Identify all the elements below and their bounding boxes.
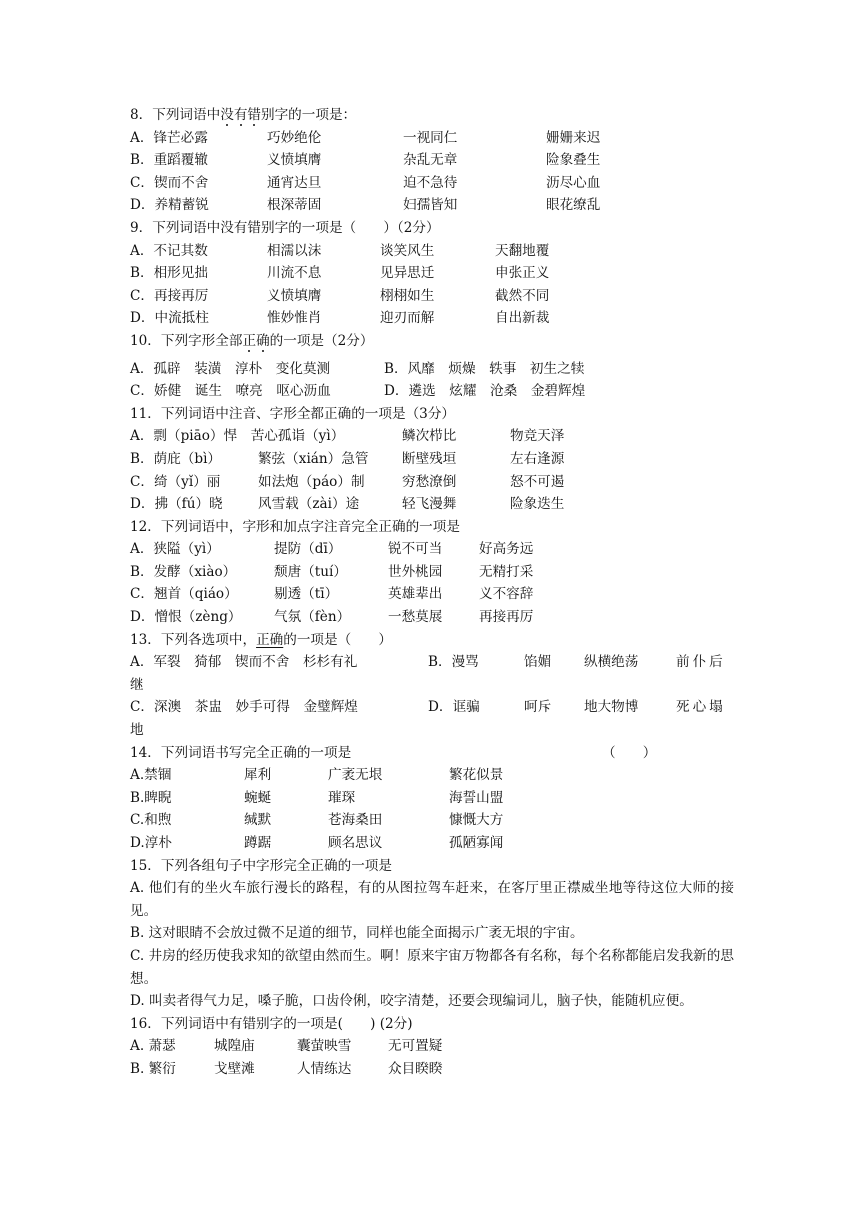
emphasis-dot: 确 bbox=[256, 332, 270, 349]
question-11-option-c: C．绮（yǐ）丽 如法炮（páo）制 穷愁潦倒 怒不可遏 bbox=[130, 473, 565, 490]
question-11-stem: 11．下列词语中注音、字形全都正确的一项是（3分） bbox=[130, 405, 456, 422]
question-14-option-a: A.禁锢 犀利 广袤无垠 繁花似景 bbox=[130, 767, 504, 784]
question-16-option-b: B. 繁衍 戈壁滩 人情练达 众目睽睽 bbox=[130, 1060, 443, 1077]
question-13-stem: 13．下列各选项中，正确的一项是（ ） bbox=[130, 631, 392, 648]
question-9-option-d: D．中流抵柱 惟妙惟肖 迎刃而解 自出新裁 bbox=[130, 310, 550, 327]
question-10-option-ab: A．孤辟 装潢 淳朴 变化莫测 B．风靡 烦燥 轶事 初生之犊 bbox=[130, 360, 585, 377]
question-16-option-a: A. 萧瑟 城隍庙 囊萤映雪 无可置疑 bbox=[130, 1038, 443, 1055]
exam-document bbox=[130, 104, 734, 1081]
question-9-option-a: A．不记其数 相濡以沫 谈笑风生 天翻地覆 bbox=[130, 242, 550, 259]
question-15-option-b: B. 这对眼睛不会放过微不足道的细节，同样也能全面揭示广袤无垠的宇宙。 bbox=[130, 925, 584, 942]
underlined-word: 正确 bbox=[256, 631, 284, 648]
question-14-stem: 14．下列词语书写完全正确的一项是 （ ） bbox=[130, 742, 734, 765]
emphasis-dot: 错 bbox=[247, 107, 261, 123]
question-9-stem: 9．下列词语中没有错别字的一项是（ ）（2分） bbox=[130, 219, 440, 236]
question-13-option-ab: A．军裂 猗郁 锲而不舍 杉杉有礼 B．漫骂 馅媚 纵横绝荡 前仆后 bbox=[130, 654, 726, 671]
question-11-option-a: A．剽（piāo）悍 苦心孤诣（yì） 鳞次栉比 物竞天泽 bbox=[130, 428, 565, 445]
question-13-wrap-2: 地 bbox=[130, 722, 144, 739]
question-15-option-a: A. 他们有的坐火车旅行漫长的路程，有的从图拉驾车赶来，在客厅里正襟威坐地等待这位大师的接见。 bbox=[130, 880, 734, 919]
question-15-option-c: C. 井房的经历使我求知的欲望由然而生。啊！原来宇宙万物都各有名称，每个名称都能启发我新的思想。 bbox=[130, 947, 734, 987]
question-9-option-b: B．相形见拙 川流不息 见异思迁 申张正义 bbox=[130, 265, 550, 282]
question-12-stem: 12．下列词语中，字形和加点字注音完全正确的一项是 bbox=[130, 518, 460, 535]
question-15-option-d: D. 叫卖者得气力足，嗓子脆，口齿伶俐，咬字清楚，还要会现编词儿，脑子快，能随机应便。 bbox=[130, 993, 693, 1010]
question-12-option-c: C．翘首（qiáo） 剔透（tī） 英雄辈出 义不容辞 bbox=[130, 586, 534, 603]
question-16-stem: 16．下列词语中有错别字的一项是( ) (2分) bbox=[130, 1015, 413, 1032]
question-12-option-a: A．狭隘（yì） 提防（dī） 锐不可当 好高务远 bbox=[130, 541, 534, 558]
question-11-option-b: B．荫庇（bì） 繁弦（xián）急管 断壁残垣 左右逢源 bbox=[130, 450, 565, 467]
question-8-stem: 8．下列词语中没有错别字的一项是： bbox=[130, 107, 357, 123]
question-14-option-d: D.淳朴 蹲踞 顾名思议 孤陋寡闻 bbox=[130, 835, 504, 851]
question-8-option-c: C．锲而不舍 通宵达旦 迫不急待 沥尽心血 bbox=[130, 174, 601, 191]
emphasis-dot: 没 bbox=[220, 107, 234, 123]
question-15-stem: 15．下列各组句子中字形完全正确的一项是 bbox=[130, 857, 392, 874]
question-8-option-a: A．锋芒必露 巧妙绝伦 一视同仁 姗姗来迟 bbox=[130, 129, 601, 146]
question-10-stem: 10．下列字形全部正确的一项是（2分） bbox=[130, 332, 374, 349]
question-11-option-d: D．拂（fú）晓 风雪载（zài）途 轻飞漫舞 险象迭生 bbox=[130, 496, 565, 513]
question-9-option-c: C．再接再厉 义愤填膺 栩栩如生 截然不同 bbox=[130, 287, 550, 304]
question-14-option-c: C.和煦 缄默 苍海桑田 慷慨大方 bbox=[130, 812, 504, 829]
emphasis-dot: 正 bbox=[242, 332, 257, 349]
answer-blank: （ ） bbox=[602, 744, 657, 761]
emphasis-dot: 有 bbox=[233, 107, 248, 123]
question-12-option-d: D．憎恨（zèng） 气氛（fèn） 一愁莫展 再接再厉 bbox=[130, 609, 534, 626]
question-8-option-d: D．养精蓄锐 根深蒂固 妇孺皆知 眼花缭乱 bbox=[130, 197, 601, 214]
question-12-option-b: B．发酵（xiào） 颓唐（tuí） 世外桃园 无精打采 bbox=[130, 563, 534, 580]
question-13-wrap-1: 继 bbox=[130, 676, 144, 693]
question-8-option-b: B．重蹈覆辙 义愤填膺 杂乱无章 险象叠生 bbox=[130, 152, 601, 169]
question-13-option-cd: C．深澳 茶盅 妙手可得 金璧辉煌 D．诓骗 呵斥 地大物博 死心塌 bbox=[130, 699, 726, 716]
question-10-option-cd: C．娇健 诞生 嘹亮 呕心沥血 D．遴选 炫耀 沧桑 金碧辉煌 bbox=[130, 383, 586, 400]
question-14-option-b: B.睥睨 蜿蜒 璀琛 海誓山盟 bbox=[130, 789, 504, 806]
